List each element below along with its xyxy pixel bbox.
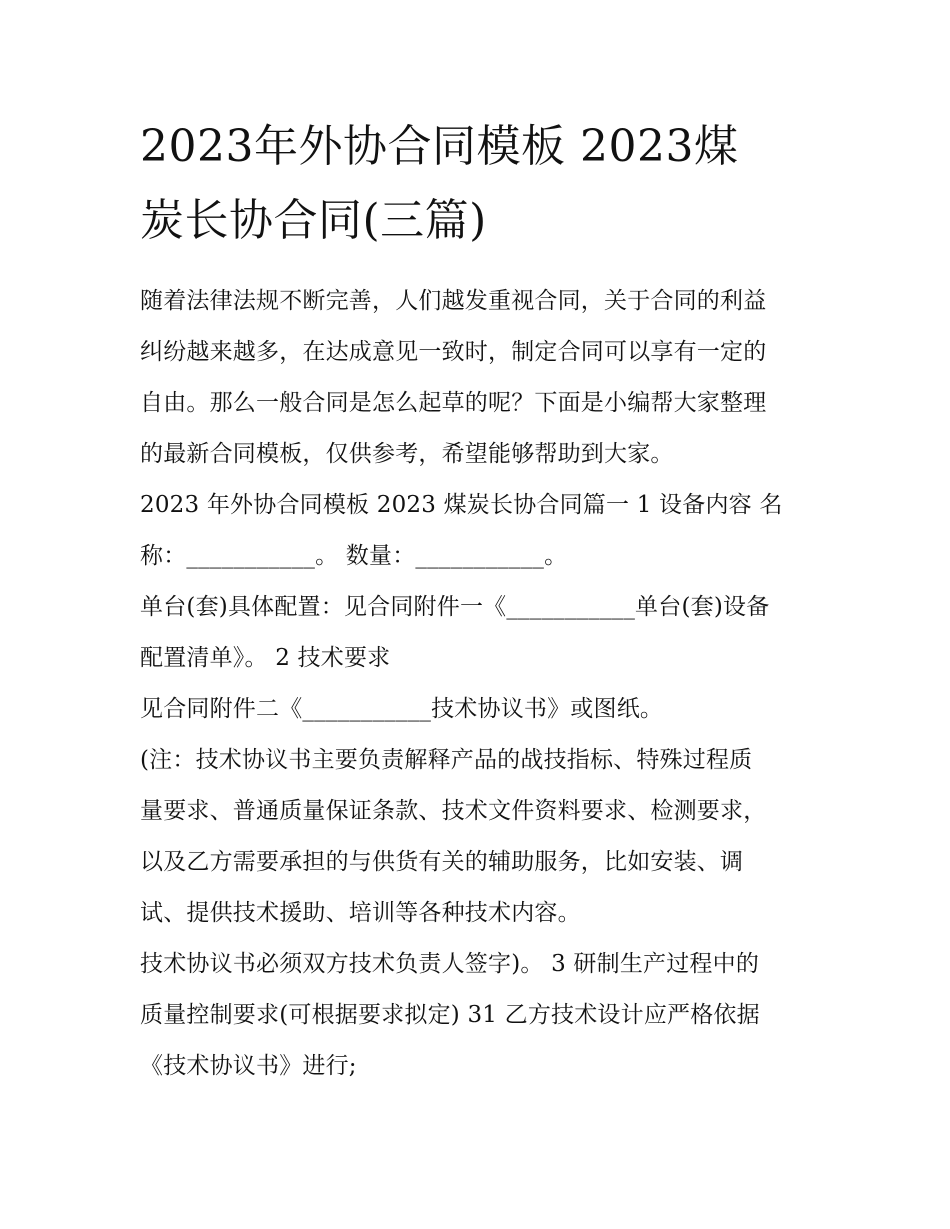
body-line: 的最新合同模板，仅供参考，希望能够帮助到大家。 [140,441,674,467]
body-line: 单台(套)具体配置：见合同附件一《___________单台(套)设备 [140,594,770,620]
body-line: 称：___________。 数量：___________。 [140,543,568,569]
document-body [140,276,830,1092]
body-line: 见合同附件二《___________技术协议书》或图纸。 [140,696,664,722]
body-line: 配置清单》。 2 技术要求 [140,645,391,671]
title-line-2: 炭长协合同(三篇) [140,195,487,246]
title-line-1: 2023年外协合同模板 2023煤 [140,121,739,172]
body-line: 以及乙方需要承担的与供货有关的辅助服务，比如安装、调 [140,849,744,875]
body-line: (注：技术协议书主要负责解释产品的战技指标、特殊过程质 [140,747,753,773]
body-line: 纠纷越来越多，在达成意见一致时，制定合同可以享有一定的 [140,339,767,365]
body-line: 自由。那么一般合同是怎么起草的呢？下面是小编帮大家整理 [140,390,767,416]
body-line: 《技术协议书》进行; [140,1053,357,1079]
body-line: 技术协议书必须双方技术负责人签字)。 3 研制生产过程中的 [140,951,760,977]
document-title [140,110,820,258]
body-line: 2023 年外协合同模板 2023 煤炭长协合同篇一 1 设备内容 名 [140,492,783,518]
body-line: 试、提供技术援助、培训等各种技术内容。 [140,900,581,926]
body-line: 质量控制要求(可根据要求拟定) 31 乙方技术设计应严格依据 [140,1002,760,1028]
body-line: 随着法律法规不断完善，人们越发重视合同，关于合同的利益 [140,288,767,314]
body-line: 量要求、普通质量保证条款、技术文件资料要求、检测要求， [140,798,767,824]
